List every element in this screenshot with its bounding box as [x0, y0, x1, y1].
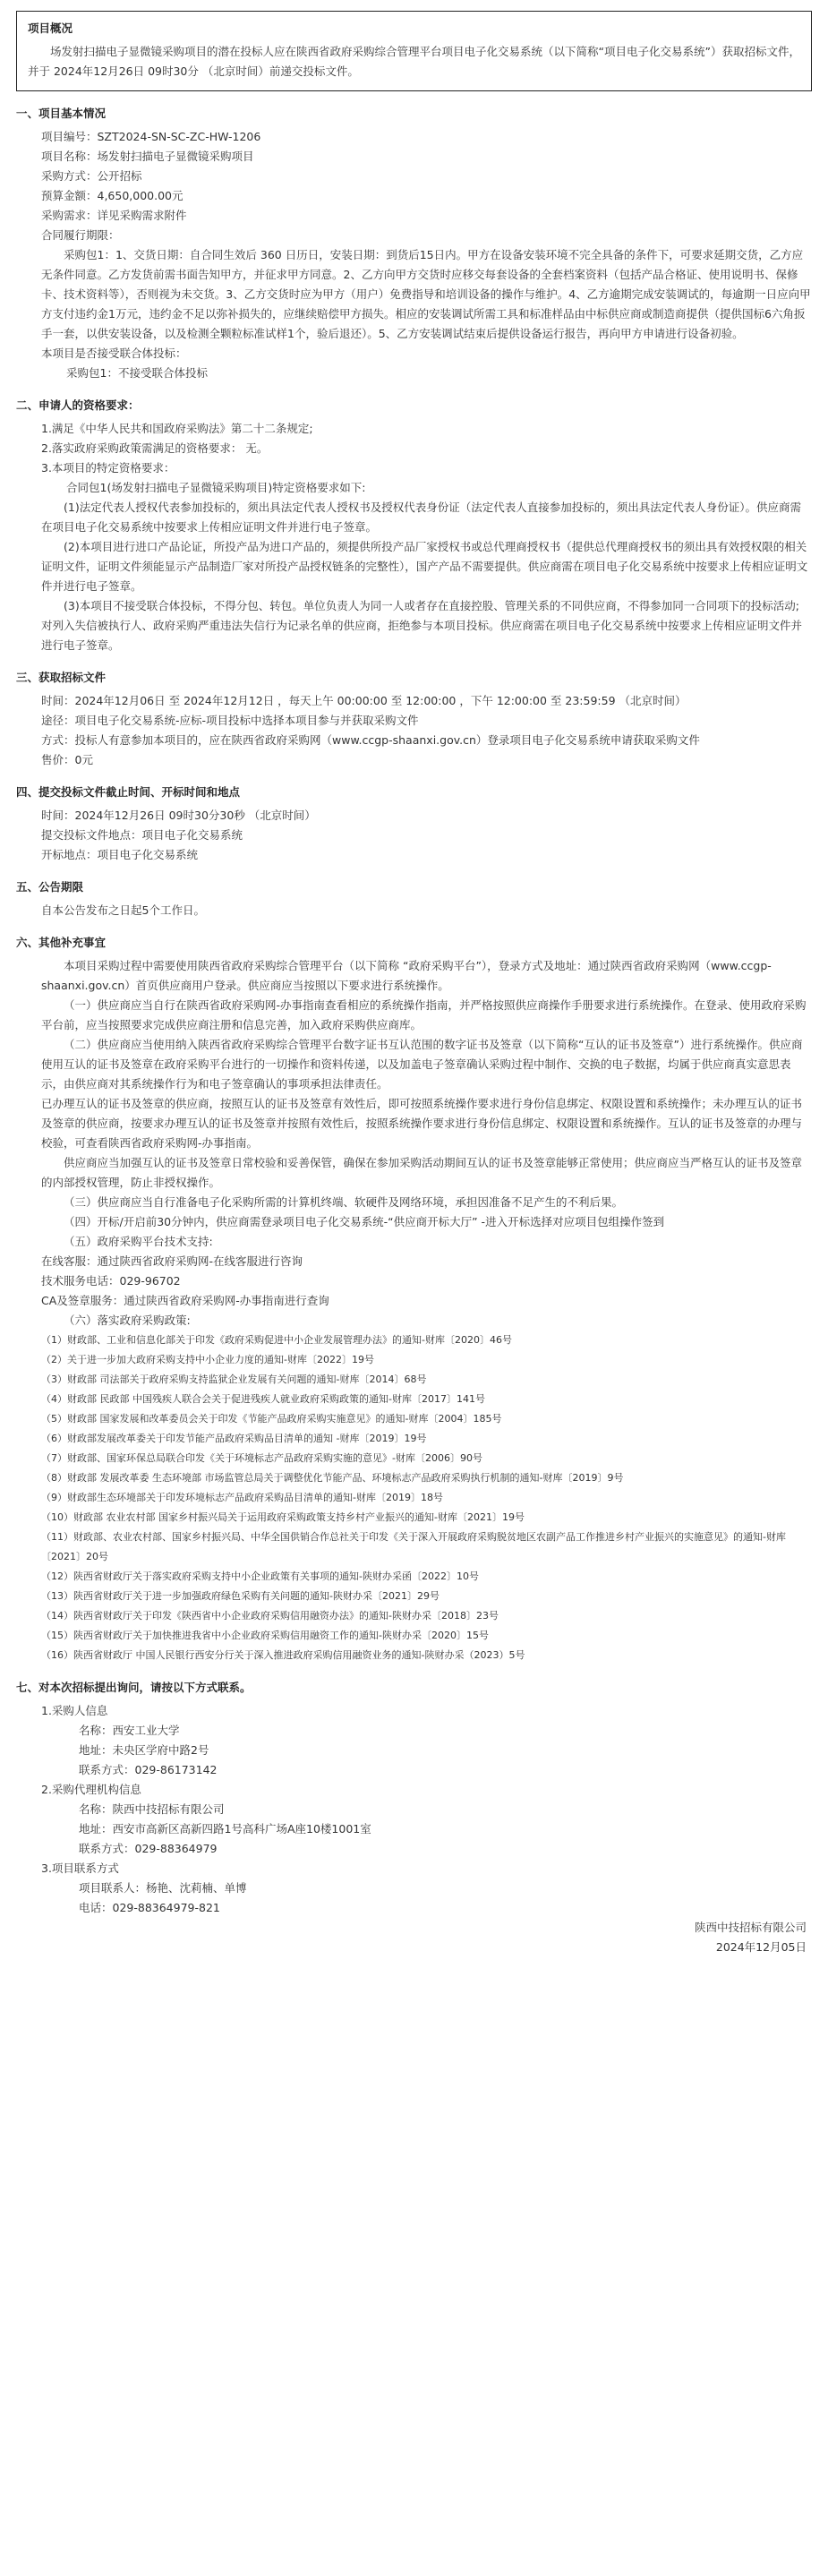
project-contact-people: 项目联系人：杨艳、沈莉楠、单博 — [79, 1881, 247, 1895]
consortium-label: 本项目是否接受联合体投标： — [41, 347, 187, 360]
other-item-2: （二）供应商应当使用纳入陕西省政府采购综合管理平台数字证书互认范围的数字证书及签章（以下简称“互认的证书及签章”）进行系统操作。供应商使用互认的证书及签章在政府采购平台进行的一切操作和资料传递，以及加盖电子签章确认采购过程中制作、交换的电子数据，均属于供应商真实意思表示，由供应商对其系统操作行为和电子签章确认的事项承担法律责任。 — [41, 1038, 803, 1091]
ca-service: CA及签章服务：通过陕西省政府采购网-办事指南进行查询 — [41, 1294, 329, 1307]
other-item-1: （一）供应商应当自行在陕西省政府采购网-办事指南查看相应的系统操作指南，并严格按照供应商操作手册要求进行系统操作。在登录、使用政府采购平台前，应当按照要求完成供应商注册和信息完善，加入政府采购供应商库。 — [41, 998, 807, 1031]
notice-period-text: 自本公告发布之日起5个工作日。 — [41, 903, 205, 917]
section-other-title: 六、其他补充事宜 — [16, 936, 107, 949]
submit-place: 提交投标文件地点：项目电子化交易系统 — [41, 828, 243, 842]
qualification-item-3: 3.本项目的特定资格要求： — [41, 461, 175, 475]
policy-item: （7）财政部、国家环保总局联合印发《关于环境标志产品政府采购实施的意见》-财库〔2006〕90号 — [41, 1452, 482, 1464]
section-obtain-docs-title: 三、获取招标文件 — [16, 671, 107, 684]
deadline-time: 时间：2024年12月26日 09时30分30秒 （北京时间） — [41, 809, 316, 822]
other-intro: 本项目采购过程中需要使用陕西省政府采购综合管理平台（以下简称 “政府采购平台”），登录方式及地址：通过陕西省政府采购网（www.ccgp-shaanxi.gov.cn）首页供应商用户登录。供应商应当按照以下要求进行系统操作。 — [41, 959, 772, 992]
obtain-way: 方式：投标人有意参加本项目的，应在陕西省政府采购网（www.ccgp-shaanxi.gov.cn）登录项目电子化交易系统申请获取采购文件 — [41, 733, 700, 747]
other-item-4: （四）开标/开启前30分钟内，供应商需登录项目电子化交易系统-“供应商开标大厅” -进入开标选择对应项目包组操作签到 — [64, 1215, 665, 1228]
online-service: 在线客服：通过陕西省政府采购网-在线客服进行咨询 — [41, 1254, 303, 1268]
section-deadline-title: 四、提交投标文件截止时间、开标时间和地点 — [16, 785, 241, 799]
agency-address: 地址：西安市高新区高新四路1号高科广场A座10楼1001室 — [79, 1822, 371, 1836]
budget-amount: 预算金额：4,650,000.00元 — [41, 189, 184, 202]
qualification-detail-2: (2)本项目进行进口产品论证，所投产品为进口产品的，须提供所投产品厂家授权书或总代理商授权书（提供总代理商授权书的须出具有效授权限的相关证明文件，证明文件须能显示产品制造厂家对所投产品授权链条的完整性），国产产品不需要提供。供应商需在项目电子化交易系统中按要求上传相应证明文件并进行电子签章。 — [41, 540, 808, 593]
project-contact-heading: 3.项目联系方式 — [41, 1861, 119, 1875]
other-item-5: （五）政府采购平台技术支持: — [64, 1235, 213, 1248]
policy-item: （14）陕西省财政厅关于印发《陕西省中小企业政府采购信用融资办法》的通知-陕财办采〔2018〕23号 — [41, 1610, 499, 1622]
signature-date: 2024年12月05日 — [715, 1940, 807, 1954]
obtain-time: 时间：2024年12月06日 至 2024年12月12日 ，每天上午 00:00:00 至 12:00:00 ，下午 12:00:00 至 23:59:59 （北京时间） — [41, 694, 687, 707]
policy-item: （4）财政部 民政部 中国残疾人联合会关于促进残疾人就业政府采购政策的通知-财库〔2017〕141号 — [41, 1393, 485, 1405]
other-item-2c: 供应商应当加强互认的证书及签章日常校验和妥善保管，确保在参加采购活动期间互认的证书及签章能够正常使用；供应商应当严格互认的证书及签章的内部授权管理，防止非授权操作。 — [41, 1156, 803, 1189]
policy-heading: （六）落实政府采购政策: — [64, 1314, 191, 1327]
obtain-route: 途径：项目电子化交易系统-应标-项目投标中选择本项目参与并获取采购文件 — [41, 714, 419, 727]
consortium-package: 采购包1：不接受联合体投标 — [66, 366, 208, 380]
qualification-detail-3: (3)本项目不接受联合体投标，不得分包、转包。单位负责人为同一人或者存在直接控股、管理关系的不同供应商，不得参加同一合同项下的投标活动; 对列入失信被执行人、政府采购严重违法失信行为记录名单的供应商，拒绝参与本项目投标。供应商需在项目电子化交易系统中按要求上传相应证明文件并进行电子签章。 — [41, 599, 803, 652]
policy-item: （11）财政部、农业农村部、国家乡村振兴局、中华全国供销合作总社关于印发《关于深入开展政府采购脱贫地区农副产品工作推进乡村产业振兴的实施意见》的通知-财库〔2021〕20号 — [41, 1531, 786, 1562]
policy-item: （9）财政部生态环境部关于印发环境标志产品政府采购品目清单的通知-财库〔2019〕18号 — [41, 1492, 443, 1503]
agency-phone: 联系方式：029-88364979 — [79, 1842, 218, 1855]
policy-item: （13）陕西省财政厅关于进一步加强政府绿色采购有关问题的通知-陕财办采〔2021〕29号 — [41, 1590, 440, 1602]
policy-item: （3）财政部 司法部关于政府采购支持监狱企业发展有关问题的通知-财库〔2014〕68号 — [41, 1374, 427, 1385]
agency-name: 名称：陕西中技招标有限公司 — [79, 1802, 225, 1816]
announcement-page — [0, 11, 828, 2576]
section-qualification-title: 二、申请人的资格要求： — [16, 398, 140, 412]
section-notice-period-title: 五、公告期限 — [16, 880, 84, 894]
contract-term-text: 采购包1：1、交货日期：自合同生效后 360 日历日，安装日期：到货后15日内。甲方在设备安装环境不完全具备的条件下，可要求延期交货，乙方应无条件同意。乙方发货前需书面告知甲方，并征求甲方同意。2、乙方向甲方交货时应移交每套设备的全套档案资料（包括产品合格证、使用说明书、保修卡、技术资料等），否则视为未交货。3、乙方交货时应为甲方（用户）免费指导和培训设备的操作与维护。4、乙方逾期完成安装调试的，每逾期一日应向甲方支付违约金1万元，违约金不足以弥补损失的，应继续赔偿甲方损失。相应的安装调试所需工具和标准样品由中标供应商或制造商提供（提供国标6六角扳手一套，以供安装设备，以及检测全颗粒标准试样1个，验后退还）。5、乙方安装调试结束后提供设备运行报告，再向甲方申请进行设备初验。 — [41, 248, 811, 340]
policy-item: （6）财政部发展改革委关于印发节能产品政府采购品目清单的通知 -财库〔2019〕19号 — [41, 1433, 427, 1444]
signature-company: 陕西中技招标有限公司 — [694, 1921, 807, 1934]
tech-phone: 技术服务电话：029-96702 — [41, 1274, 181, 1288]
qualification-detail-1: (1)法定代表人授权代表参加投标的，须出具法定代表人授权书及授权代表身份证（法定代表人直接参加投标的，须出具法定代表人身份证）。供应商需在项目电子化交易系统中按要求上传相应证明文件并进行电子签章。 — [41, 501, 801, 534]
policy-item: （15）陕西省财政厅关于加快推进我省中小企业政府采购信用融资工作的通知-陕财办采〔2020〕15号 — [41, 1630, 489, 1641]
section-basic-info-title: 一、项目基本情况 — [16, 107, 107, 120]
open-place: 开标地点：项目电子化交易系统 — [41, 848, 199, 861]
agency-heading: 2.采购代理机构信息 — [41, 1783, 141, 1796]
project-contact-phone: 电话：029-88364979-821 — [79, 1901, 220, 1914]
contract-term-label: 合同履行期限： — [41, 228, 120, 242]
project-number: 项目编号：SZT2024-SN-SC-ZC-HW-1206 — [41, 130, 261, 143]
overview-title: 项目概况 — [28, 21, 73, 35]
other-item-3: （三）供应商应当自行准备电子化采购所需的计算机终端、软硬件及网络环境，承担因准备不足产生的不利后果。 — [64, 1195, 624, 1209]
procurement-needs: 采购需求：详见采购需求附件 — [41, 209, 187, 222]
policy-item: （2）关于进一步加大政府采购支持中小企业力度的通知-财库〔2022〕19号 — [41, 1354, 374, 1365]
purchaser-heading: 1.采购人信息 — [41, 1704, 108, 1717]
procurement-method: 采购方式：公开招标 — [41, 169, 142, 183]
qualification-item-2: 2.落实政府采购政策需满足的资格要求： 无。 — [41, 441, 269, 455]
policy-item: （1）财政部、工业和信息化部关于印发《政府采购促进中小企业发展管理办法》的通知-财库〔2020〕46号 — [41, 1334, 512, 1346]
qualification-package: 合同包1(场发射扫描电子显微镜采购项目)特定资格要求如下: — [66, 481, 366, 494]
overview-text: 场发射扫描电子显微镜采购项目的潜在投标人应在陕西省政府采购综合管理平台项目电子化交易系统（以下简称“项目电子化交易系统”）获取招标文件，并于 2024年12月26日 09时30分 （北京时间）前递交投标文件。 — [28, 45, 800, 78]
policy-item: （8）财政部 发展改革委 生态环境部 市场监管总局关于调整优化节能产品、环境标志产品政府采购执行机制的通知-财库〔2019〕9号 — [41, 1472, 624, 1484]
policy-item: （5）财政部 国家发展和改革委员会关于印发《节能产品政府采购实施意见》的通知-财库〔2004〕185号 — [41, 1413, 502, 1425]
policy-item: （10）财政部 农业农村部 国家乡村振兴局关于运用政府采购政策支持乡村产业振兴的通知-财库〔2021〕19号 — [41, 1511, 525, 1523]
other-item-2b: 已办理互认的证书及签章的供应商，按照互认的证书及签章有效性后，即可按照系统操作要求进行身份信息绑定、权限设置和系统操作；未办理互认的证书及签章的供应商，按要求办理互认的证书及签章并按照有效性后，按照系统操作要求进行身份信息绑定、权限设置和系统操作。互认的证书及签章的办理与校验，可查看陕西省政府采购网-办事指南。 — [41, 1097, 803, 1150]
project-name: 项目名称：场发射扫描电子显微镜采购项目 — [41, 150, 254, 163]
purchaser-phone: 联系方式：029-86173142 — [79, 1763, 218, 1776]
qualification-item-1: 1.满足《中华人民共和国政府采购法》第二十二条规定; — [41, 422, 313, 435]
obtain-price: 售价：0元 — [41, 753, 93, 766]
section-contact-title: 七、对本次招标提出询问，请按以下方式联系。 — [16, 1681, 252, 1694]
purchaser-name: 名称：西安工业大学 — [79, 1724, 180, 1737]
policy-item: （16）陕西省财政厅 中国人民银行西安分行关于深入推进政府采购信用融资业务的通知-陕财办采（2023）5号 — [41, 1649, 525, 1661]
policy-item: （12）陕西省财政厅关于落实政府采购支持中小企业政策有关事项的通知-陕财办采函〔2022〕10号 — [41, 1570, 479, 1582]
overview-box — [16, 11, 812, 91]
purchaser-address: 地址：未央区学府中路2号 — [79, 1743, 209, 1757]
